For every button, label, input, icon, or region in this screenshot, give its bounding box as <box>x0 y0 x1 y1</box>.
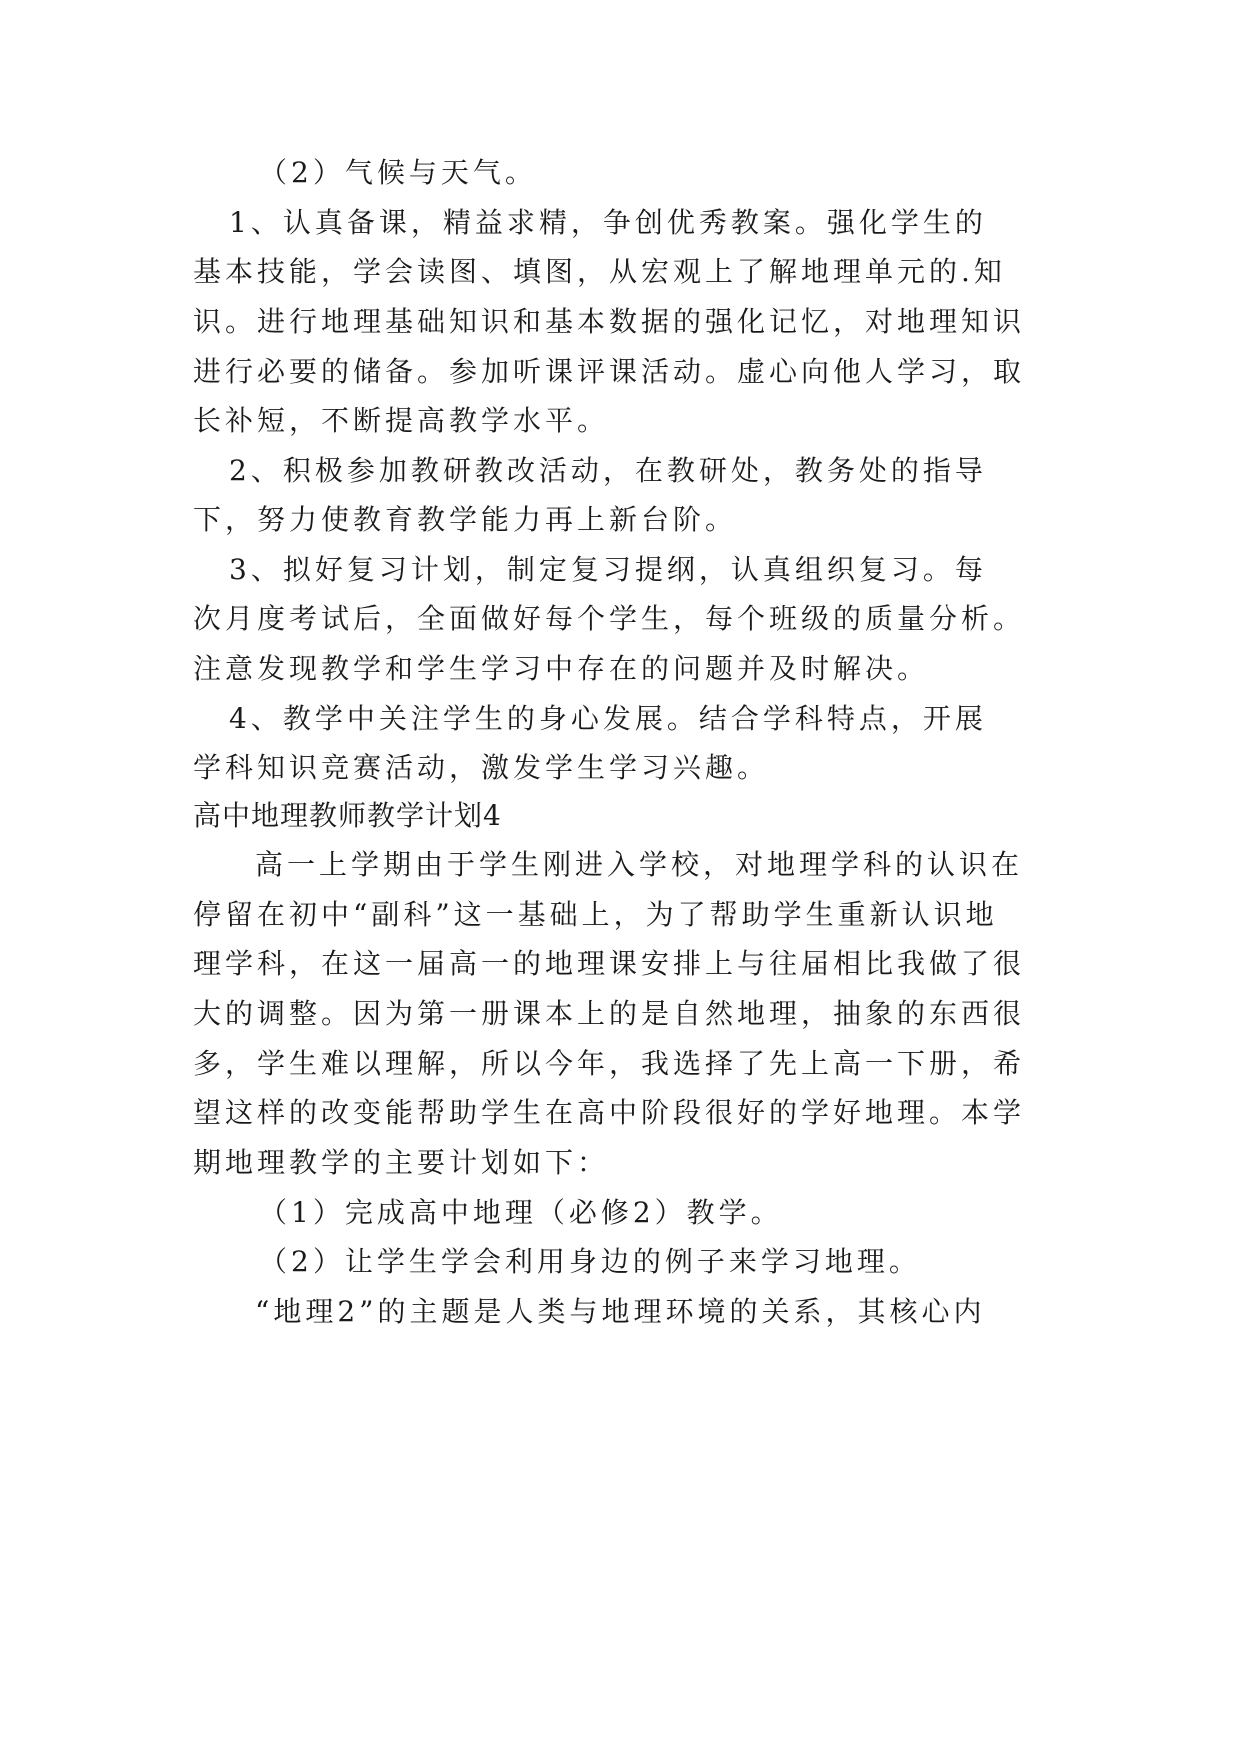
text-line: （2）让学生学会利用身边的例子来学习地理。 <box>259 1245 921 1278</box>
text-line: （1）完成高中地理（必修2）教学。 <box>259 1196 783 1229</box>
text-line: 大的调整。因为第一册课本上的是自然地理，抽象的东西很 <box>193 997 1026 1030</box>
text-line: 期地理教学的主要计划如下： <box>193 1146 610 1179</box>
text-line: 多，学生难以理解，所以今年，我选择了先上高一下册，希 <box>193 1047 1026 1080</box>
text-line: 望这样的改变能帮助学生在高中阶段很好的学好地理。本学 <box>193 1096 1026 1129</box>
text-line: 基本技能，学会读图、填图，从宏观上了解地理单元的.知 <box>193 255 1006 288</box>
text-line: “地理2”的主题是人类与地理环境的关系，其核心内 <box>255 1295 986 1328</box>
text-line: 3、拟好复习计划，制定复习提纲，认真组织复习。每 <box>229 553 987 586</box>
text-line: 理学科，在这一届高一的地理课安排上与往届相比我做了很 <box>193 947 1026 980</box>
text-line: 进行必要的储备。参加听课评课活动。虚心向他人学习，取 <box>193 355 1026 388</box>
section-heading: 高中地理教师教学计划4 <box>193 799 502 832</box>
text-line: 学科知识竞赛活动，激发学生学习兴趣。 <box>193 751 770 784</box>
text-line: 4、教学中关注学生的身心发展。结合学科特点，开展 <box>229 702 987 735</box>
text-line: （2）气候与天气。 <box>259 156 537 189</box>
text-line: 次月度考试后，全面做好每个学生，每个班级的质量分析。 <box>193 602 1026 635</box>
text-line: 长补短，不断提高教学水平。 <box>193 404 610 437</box>
text-line: 下，努力使教育教学能力再上新台阶。 <box>193 503 738 536</box>
text-line: 注意发现教学和学生学习中存在的问题并及时解决。 <box>193 652 930 685</box>
text-line: 停留在初中“副科”这一基础上，为了帮助学生重新认识地 <box>193 898 998 931</box>
text-line: 2、积极参加教研教改活动，在教研处，教务处的指导 <box>229 454 987 487</box>
text-line: 识。进行地理基础知识和基本数据的强化记忆，对地理知识 <box>193 305 1026 338</box>
text-line: 1、认真备课，精益求精，争创优秀教案。强化学生的 <box>229 206 987 239</box>
text-line: 高一上学期由于学生刚进入学校，对地理学科的认识在 <box>255 848 1024 881</box>
